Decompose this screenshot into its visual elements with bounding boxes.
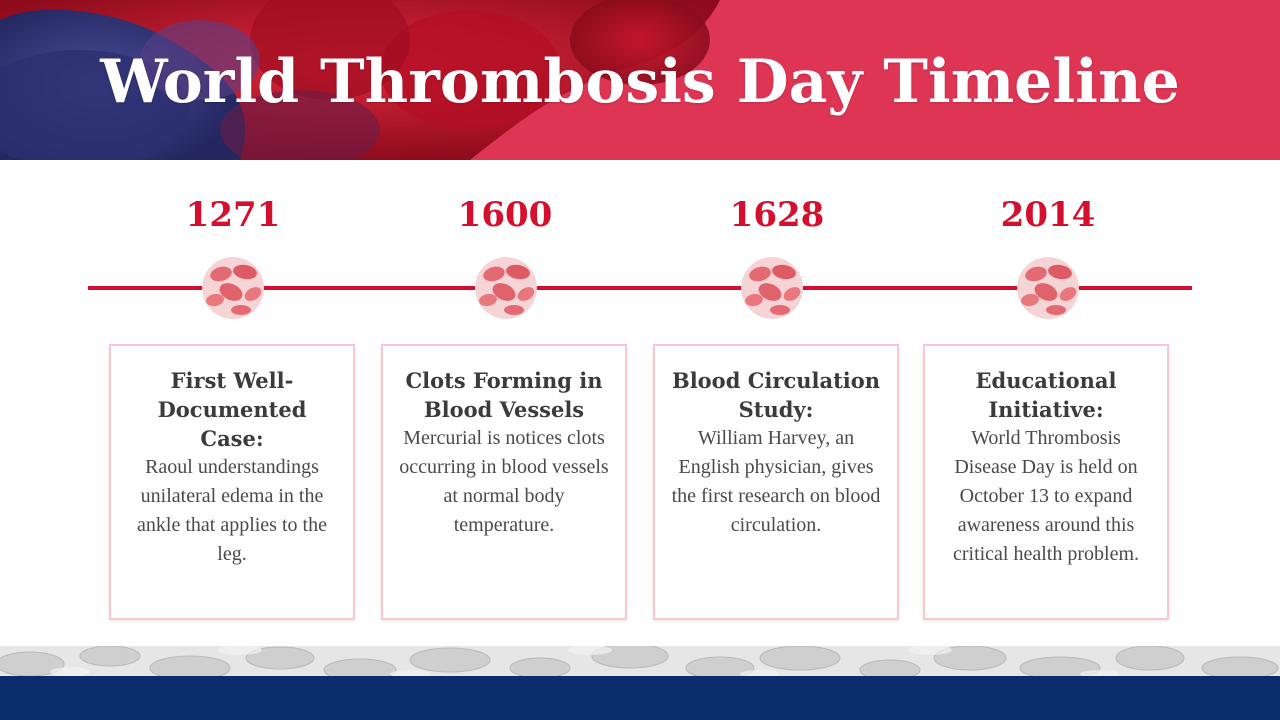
header-banner: [0, 0, 1280, 160]
milestone-description: World Thrombosis Disease Day is held on October 13 to expand awareness around this critical health problem.: [952, 427, 1140, 565]
year-label: 1628: [729, 195, 825, 235]
page-title: World Thrombosis Day Timeline: [100, 47, 1180, 117]
year-label: 1271: [185, 195, 281, 235]
year-label: 2014: [1000, 195, 1096, 235]
milestone-description: William Harvey, an English physician, gives the first research on blood circulation.: [671, 427, 881, 536]
milestone-description: Mercurial is notices clots occurring in blood vessels at normal body temperature.: [399, 427, 609, 536]
milestone-description: Raoul understandings unilateral edema in the ankle that applies to the leg.: [137, 456, 327, 565]
milestone-heading: Educational Initiative:: [975, 368, 1117, 422]
year-label: 1600: [457, 195, 553, 235]
blood-cells-icon: [474, 256, 538, 320]
milestone-card: [381, 344, 627, 620]
milestone-card: [109, 344, 355, 620]
footer-bar: [0, 676, 1280, 720]
cells-strip-decoration: [0, 646, 1280, 676]
blood-cells-icon: [1016, 256, 1080, 320]
blood-cells-icon: [201, 256, 265, 320]
milestone-heading: Clots Forming in Blood Vessels: [405, 368, 603, 422]
milestone-heading: First Well-Documented Case:: [157, 368, 307, 451]
milestone-card: [653, 344, 899, 620]
milestone-card: [923, 344, 1169, 620]
blood-cells-icon: [740, 256, 804, 320]
milestone-heading: Blood Circulation Study:: [671, 368, 881, 422]
